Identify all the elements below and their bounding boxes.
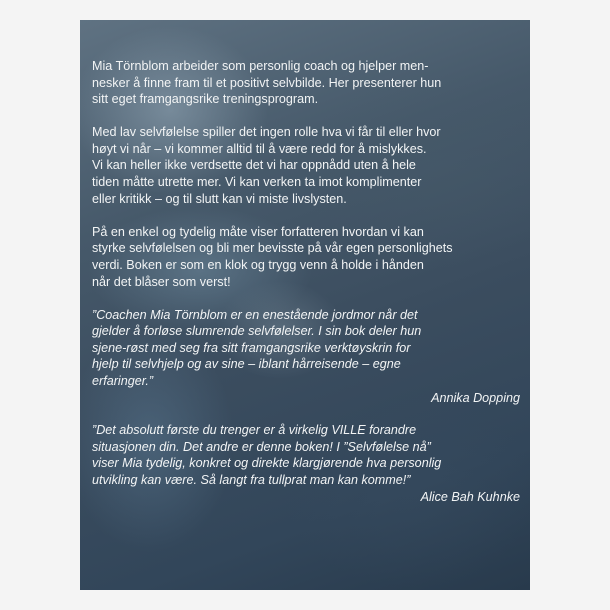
description-paragraph: Mia Törnblom arbeider som personlig coach og hjelper men- nesker å finne fram til et positivt selvbilde. Her presenterer hun sitt eget framgangsrike treningsprogram. xyxy=(92,59,442,107)
review-quote: ”Coachen Mia Törnblom er en enestående jordmor når det gjelder å forløse slumrende selvfølelser. I sin bok deler hun sjene-røst med seg fra sitt framgangsrike verktøyskrin for hjelp til selvhjelp og av sine – iblant hårreisende – egne erfaringer.” xyxy=(92,307,422,388)
description-paragraph: Med lav selvfølelse spiller det ingen rolle hva vi får til eller hvor høyt vi når – vi kommer alltid til å være redd for å mislykkes. Vi kan heller ikke verdsette det vi har oppnådd uten å hele tiden måtte utrette mer. Vi kan verken ta imot komplimenter eller kritikk – og til slutt kan vi miste livslysten. xyxy=(92,125,441,206)
quote-author: Annika Dopping xyxy=(431,390,520,405)
description-paragraph: På en enkel og tydelig måte viser forfatteren hvordan vi kan styrke selvfølelsen og bli mer bevisste på vår egen personlighets verdi. Boken er som en klok og trygg venn å holde i hånden når det blåser som verst! xyxy=(92,224,453,289)
review-quote: ”Det absolutt første du trenger er å virkelig VILLE forandre situasjonen din. Det andre er denne boken! I ”Selvfølelse nå” viser Mia tydelig, konkret og direkte klargjørende hva personlig utvikling kan være. Så langt fra tullprat man kan komme!” xyxy=(92,423,442,487)
back-cover-text xyxy=(92,58,520,521)
book-back-cover xyxy=(80,20,530,590)
quote-author: Alice Bah Kuhnke xyxy=(420,489,520,504)
